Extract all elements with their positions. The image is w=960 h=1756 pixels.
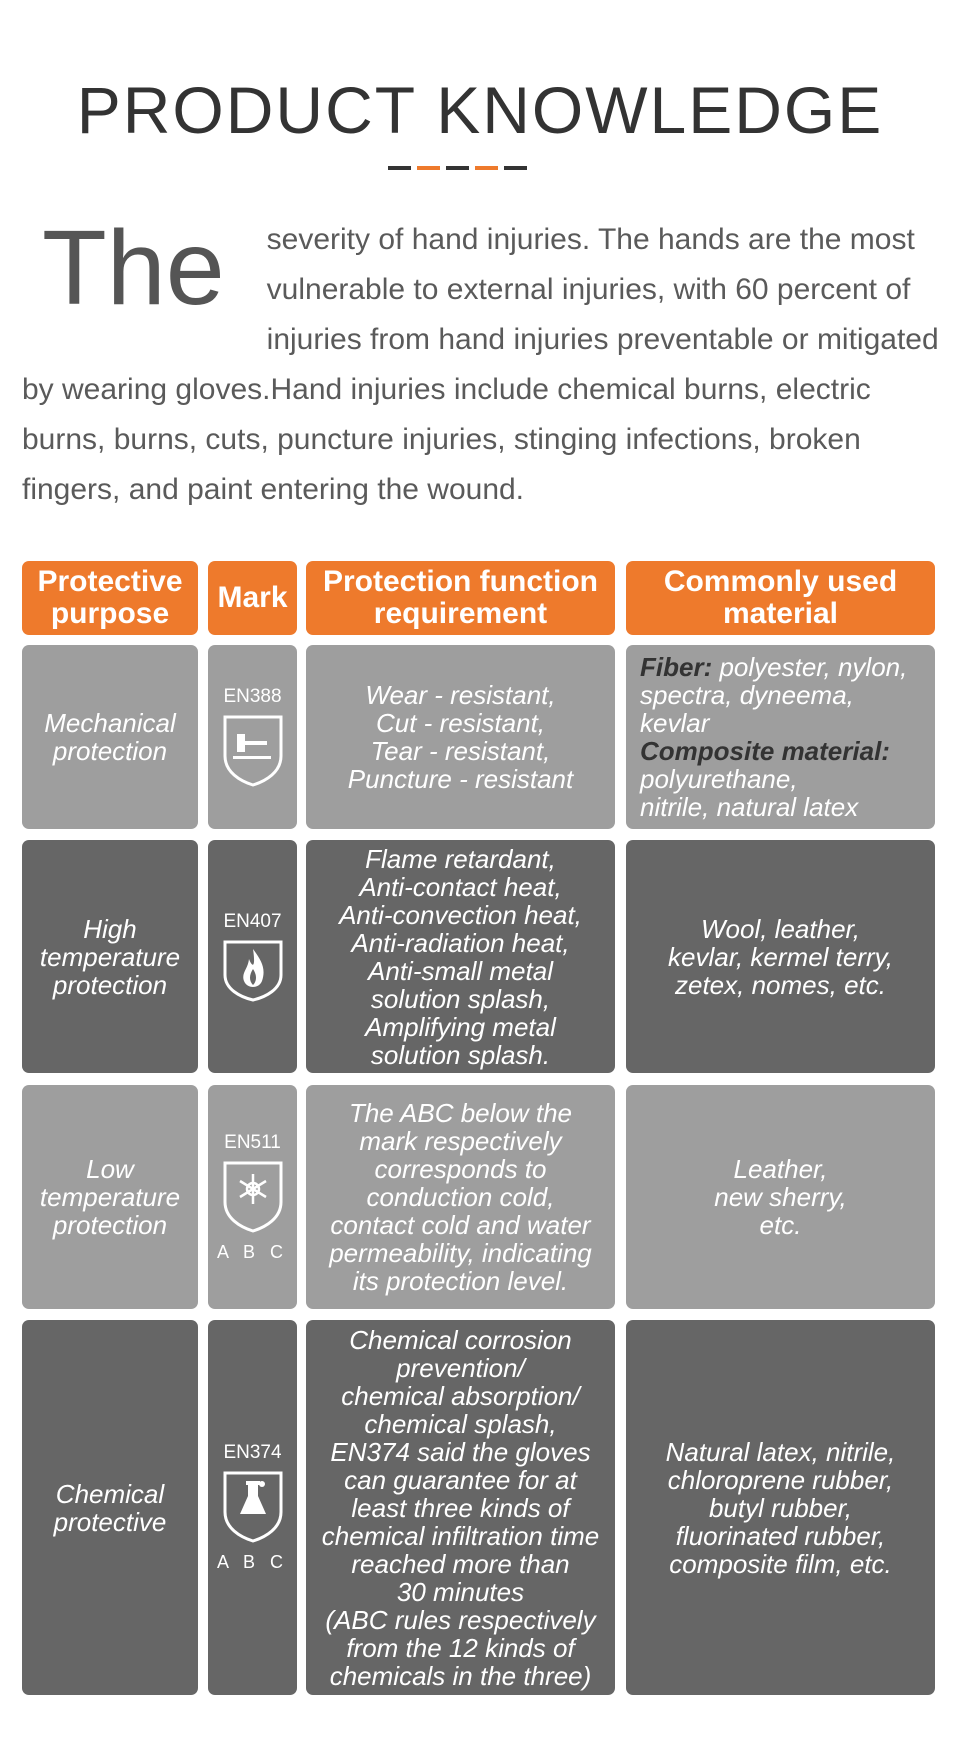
material-label-composite: Composite material: [640, 736, 890, 766]
mark-sub-abc: A B C [216, 1552, 289, 1572]
row-low-temp-purpose: Low temperature protection [22, 1085, 198, 1309]
header-protective-purpose: Protective purpose [22, 561, 198, 635]
intro-text: severity of hand injuries. The hands are the most vulnerable to external injuries, with 60 percent of injuries from hand injuries preventable or mitigated by wearing gloves.Hand injuries include chemical burns, electric burns, burns, cuts, puncture injuries, stinging infections, broken fingers, and paint entering the wound. [22, 223, 939, 506]
flame-shield-icon [222, 939, 284, 1003]
row-mechanical-purpose: Mechanical protection [22, 645, 198, 829]
row-low-temp-function: The ABC below the mark respectively corresponds to conduction cold, contact cold and water permeability, indicating its protection level. [306, 1085, 615, 1309]
material-label-fiber: Fiber: [640, 652, 713, 682]
mark-code: EN407 [223, 910, 282, 932]
row-chemical-function: Chemical corrosion prevention/ chemical absorption/ chemical splash, EN374 said the gloves can guarantee for at least three kinds of chemical infiltration time reached more than 30 minutes (ABC rules respectively from the 12 kinds of chemicals in the three) [306, 1320, 615, 1695]
mark-code: EN374 [223, 1442, 282, 1463]
snowflake-shield-icon [222, 1160, 284, 1234]
row-chemical-material: Natural latex, nitrile, chloroprene rubber, butyl rubber, fluorinated rubber, composite film, etc. [626, 1320, 935, 1695]
header-commonly-used-material: Commonly used material [626, 561, 935, 635]
row-chemical-purpose: Chemical protective [22, 1320, 198, 1695]
row-high-temp-material: Wool, leather, kevlar, kermel terry, zetex, nomes, etc. [626, 840, 935, 1073]
mark-code: EN511 [224, 1131, 281, 1153]
row-mechanical-function: Wear - resistant, Cut - resistant, Tear - resistant, Puncture - resistant [306, 645, 615, 829]
header-mark: Mark [208, 561, 297, 635]
intro-dropcap: The [42, 209, 225, 327]
row-high-temp-purpose: High temperature protection [22, 840, 198, 1073]
intro-paragraph [22, 209, 942, 515]
material-text-composite: polyurethane, nitrile, natural latex [640, 764, 859, 822]
flask-shield-icon [222, 1470, 284, 1544]
row-mechanical-mark [208, 645, 297, 829]
page-title: PRODUCT KNOWLEDGE [76, 73, 884, 147]
row-mechanical-material [626, 645, 935, 829]
row-low-temp-mark [208, 1085, 297, 1309]
row-high-temp-function: Flame retardant, Anti-contact heat, Anti-convection heat, Anti-radiation heat, Anti-small metal solution splash, Amplifying metal solution splash. [306, 840, 615, 1073]
material-text-fiber: polyester, nylon, spectra, dyneema, kevlar [640, 652, 908, 738]
title-underline [388, 166, 528, 170]
mark-sub-abc: A B C [216, 1241, 289, 1262]
row-low-temp-material: Leather, new sherry, etc. [626, 1085, 935, 1309]
row-chemical-mark [208, 1320, 297, 1695]
row-high-temp-mark [208, 840, 297, 1073]
header-protection-function: Protection function requirement [306, 561, 615, 635]
hammer-shield-icon [222, 714, 284, 788]
mark-code: EN388 [223, 686, 282, 707]
